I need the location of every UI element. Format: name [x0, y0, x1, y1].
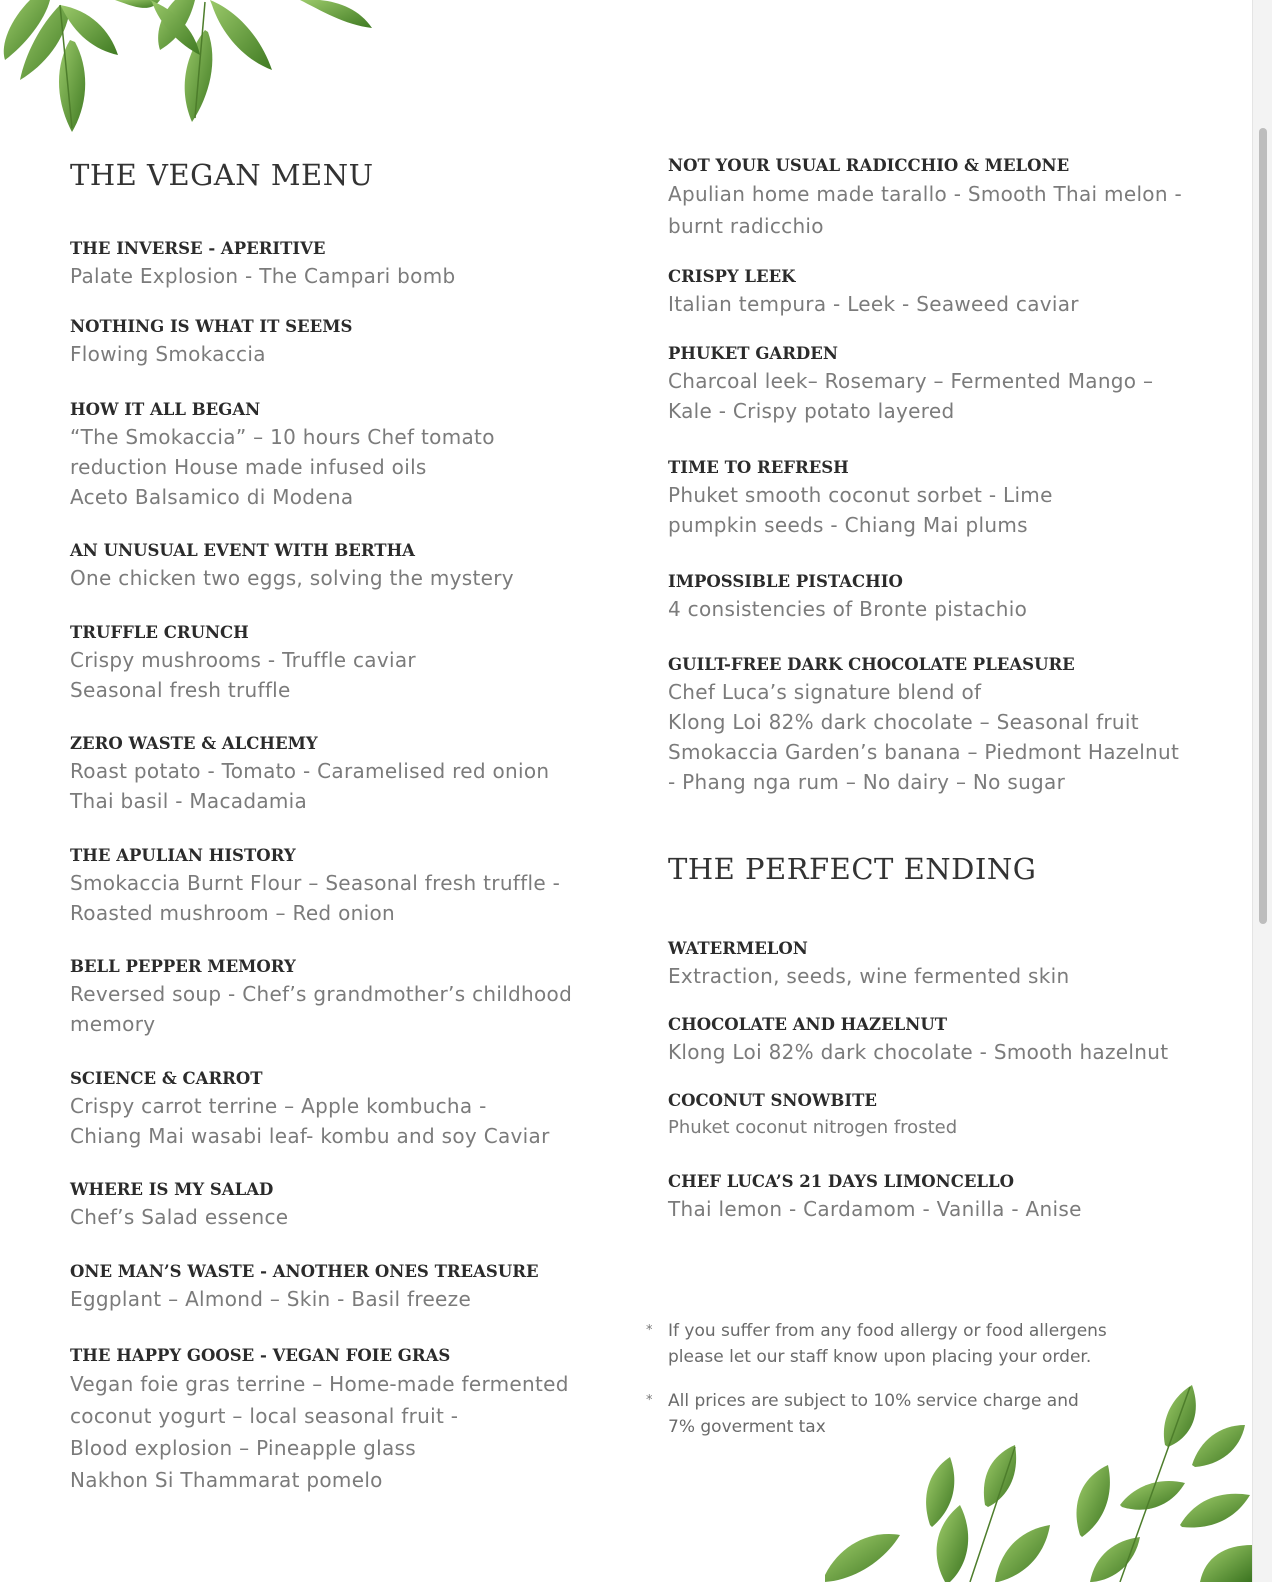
menu-item: [70, 1178, 630, 1232]
allergy-note: [646, 1318, 1228, 1370]
menu-item: [668, 265, 1228, 319]
menu-item: [668, 570, 1228, 624]
item-desc: Vegan foie gras terrine – Home-made fermented: [70, 1372, 569, 1396]
note-line: All prices are subject to 10% service charge and: [668, 1391, 1079, 1411]
item-title: CRISPY LEEK: [668, 267, 796, 286]
item-desc: 4 consistencies of Bronte pistachio: [668, 597, 1028, 621]
item-desc: Aceto Balsamico di Modena: [70, 485, 354, 509]
menu-item: [70, 398, 630, 512]
item-desc: Reversed soup - Chef’s grandmother’s childhood: [70, 982, 573, 1006]
item-title: TRUFFLE CRUNCH: [70, 623, 249, 642]
right-column: [646, 0, 1228, 1582]
item-desc: Charcoal leek– Rosemary – Fermented Mango –: [668, 369, 1154, 393]
item-desc: - Phang nga rum – No dairy – No sugar: [668, 770, 1066, 794]
item-desc: Blood explosion – Pineapple glass: [70, 1436, 416, 1460]
item-desc: Phuket smooth coconut sorbet - Lime: [668, 483, 1053, 507]
menu-item: [668, 456, 1228, 540]
item-desc: Smokaccia Garden’s banana – Piedmont Hazelnut: [668, 740, 1180, 764]
item-title: ZERO WASTE & ALCHEMY: [70, 734, 318, 753]
item-title: TIME TO REFRESH: [668, 458, 849, 477]
item-title: NOT YOUR USUAL RADICCHIO & MELONE: [668, 156, 1070, 175]
item-desc: Crispy carrot terrine – Apple kombucha -: [70, 1094, 487, 1118]
item-title: THE INVERSE - APERITIVE: [70, 239, 326, 258]
item-title: SCIENCE & CARROT: [70, 1069, 263, 1088]
item-desc: reduction House made infused oils: [70, 455, 427, 479]
item-desc: Nakhon Si Thammarat pomelo: [70, 1468, 383, 1492]
ending-heading: THE PERFECT ENDING: [668, 852, 1037, 886]
menu-item: [668, 653, 1228, 797]
item-title: PHUKET GARDEN: [668, 344, 838, 363]
menu-item: [668, 1170, 1228, 1224]
menu-item: [70, 539, 630, 593]
menu-item: [70, 844, 630, 928]
item-desc: Seasonal fresh truffle: [70, 678, 291, 702]
item-title: CHEF LUCA’S 21 DAYS LIMONCELLO: [668, 1172, 1014, 1191]
menu-item: [70, 955, 630, 1039]
item-title: ONE MAN’S WASTE - ANOTHER ONES TREASURE: [70, 1262, 539, 1281]
menu-item: [70, 621, 630, 705]
scrollbar[interactable]: [1252, 0, 1272, 1582]
item-desc: Roast potato - Tomato - Caramelised red onion: [70, 759, 550, 783]
item-desc: coconut yogurt – local seasonal fruit -: [70, 1404, 459, 1428]
item-title: WATERMELON: [668, 939, 808, 958]
item-title: BELL PEPPER MEMORY: [70, 957, 296, 976]
menu-item: [70, 732, 630, 816]
item-desc: Klong Loi 82% dark chocolate - Smooth hazelnut: [668, 1040, 1169, 1064]
item-desc: Phuket coconut nitrogen frosted: [668, 1117, 958, 1138]
item-desc: Thai lemon - Cardamom - Vanilla - Anise: [668, 1197, 1082, 1221]
item-title: WHERE IS MY SALAD: [70, 1180, 274, 1199]
item-desc: Palate Explosion - The Campari bomb: [70, 264, 456, 288]
scrollbar-thumb[interactable]: [1259, 128, 1267, 924]
item-desc: Thai basil - Macadamia: [70, 789, 308, 813]
item-desc: Apulian home made tarallo - Smooth Thai melon -: [668, 182, 1182, 206]
item-title: COCONUT SNOWBITE: [668, 1091, 877, 1110]
note-line: If you suffer from any food allergy or food allergens: [668, 1321, 1107, 1341]
item-desc: Chiang Mai wasabi leaf- kombu and soy Caviar: [70, 1124, 550, 1148]
item-title: THE APULIAN HISTORY: [70, 846, 296, 865]
menu-item: [668, 154, 1228, 242]
item-title: IMPOSSIBLE PISTACHIO: [668, 572, 903, 591]
item-desc: Extraction, seeds, wine fermented skin: [668, 964, 1070, 988]
note-line: 7% goverment tax: [668, 1417, 826, 1437]
menu-item: [70, 1344, 630, 1496]
menu-item: [668, 342, 1228, 426]
menu-item: [70, 237, 630, 291]
menu-item: [70, 1260, 630, 1314]
item-title: CHOCOLATE AND HAZELNUT: [668, 1015, 948, 1034]
menu-item: [668, 1013, 1228, 1067]
tax-note: [646, 1388, 1228, 1440]
item-title: AN UNUSUAL EVENT WITH BERTHA: [70, 541, 415, 560]
item-desc: Crispy mushrooms - Truffle caviar: [70, 648, 416, 672]
item-desc: “The Smokaccia” – 10 hours Chef tomato: [70, 425, 495, 449]
item-title: NOTHING IS WHAT IT SEEMS: [70, 317, 353, 336]
item-desc: Flowing Smokaccia: [70, 342, 266, 366]
item-title: GUILT-FREE DARK CHOCOLATE PLEASURE: [668, 655, 1075, 674]
menu-item: [70, 1067, 630, 1151]
item-desc: Roasted mushroom – Red onion: [70, 901, 395, 925]
menu-item: [668, 937, 1228, 991]
item-desc: Smokaccia Burnt Flour – Seasonal fresh truffle -: [70, 871, 561, 895]
left-column: [70, 0, 630, 1582]
item-title: HOW IT ALL BEGAN: [70, 400, 261, 419]
item-desc: Chef’s Salad essence: [70, 1205, 289, 1229]
asterisk: *: [646, 1393, 653, 1408]
item-desc: Kale - Crispy potato layered: [668, 399, 955, 423]
item-desc: Italian tempura - Leek - Seaweed caviar: [668, 292, 1079, 316]
menu-item: [70, 315, 630, 369]
item-title: THE HAPPY GOOSE - VEGAN FOIE GRAS: [70, 1346, 451, 1365]
item-desc: Eggplant – Almond – Skin - Basil freeze: [70, 1287, 472, 1311]
menu-item: [668, 1089, 1228, 1143]
menu-heading: THE VEGAN MENU: [70, 158, 374, 192]
item-desc: Klong Loi 82% dark chocolate – Seasonal fruit: [668, 710, 1139, 734]
item-desc: One chicken two eggs, solving the mystery: [70, 566, 514, 590]
item-desc: pumpkin seeds - Chiang Mai plums: [668, 513, 1028, 537]
item-desc: memory: [70, 1012, 156, 1036]
asterisk: *: [646, 1323, 653, 1338]
item-desc: Chef Luca’s signature blend of: [668, 680, 982, 704]
item-desc: burnt radicchio: [668, 214, 824, 238]
note-line: please let our staff know upon placing your order.: [668, 1347, 1092, 1367]
